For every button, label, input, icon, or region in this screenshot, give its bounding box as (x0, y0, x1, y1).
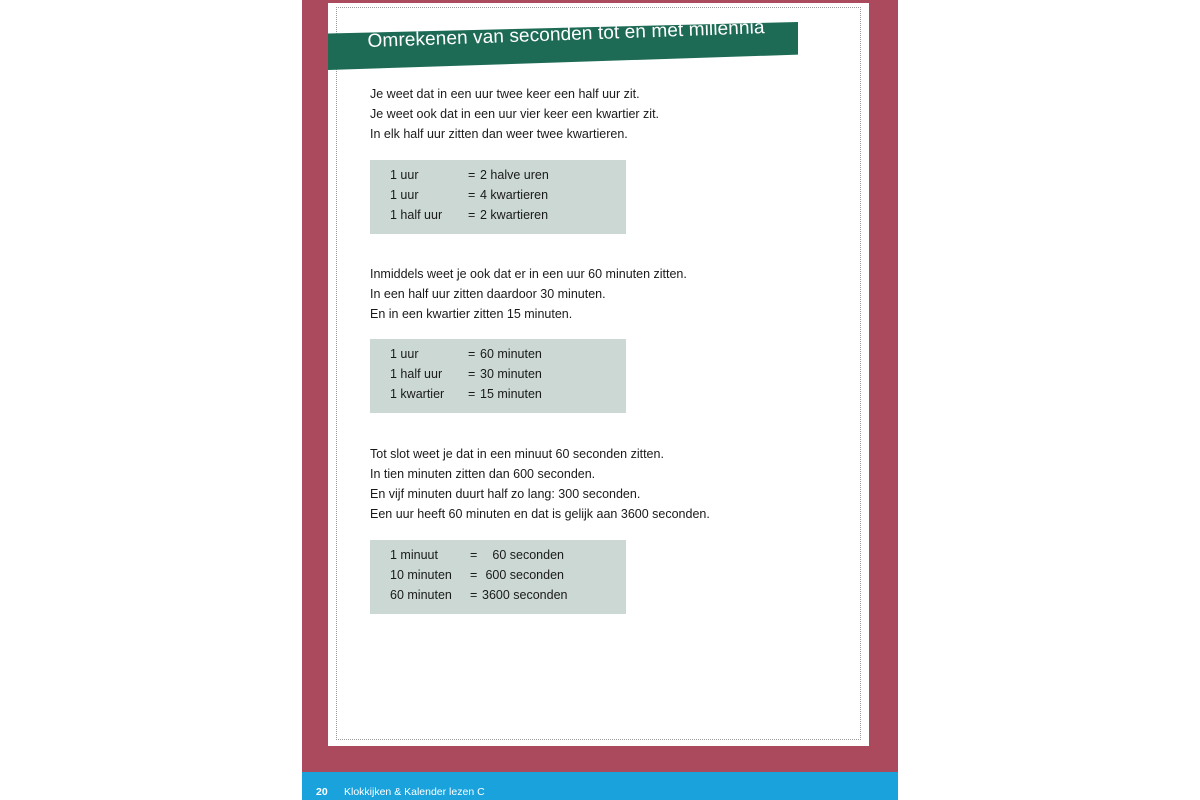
table-cell-left: 60 minuten (390, 588, 452, 602)
equals-sign: = (470, 548, 478, 562)
text-line: In tien minuten zitten dan 600 seconden. (370, 467, 596, 481)
table-cell-right: 15 minuten (480, 387, 542, 401)
text-line: In een half uur zitten daardoor 30 minuten. (370, 287, 606, 301)
conversion-table-minuten (370, 339, 626, 413)
text-line: Je weet ook dat in een uur vier keer een kwartier zit. (370, 107, 660, 121)
equals-sign: = (468, 168, 476, 182)
equals-sign: = (468, 347, 476, 361)
table-cell-left: 1 uur (390, 168, 419, 182)
text-line: Inmiddels weet je ook dat er in een uur 60 minuten zitten. (370, 267, 687, 281)
table-cell-right: 4 kwartieren (480, 188, 549, 202)
text-line: En in een kwartier zitten 15 minuten. (370, 307, 573, 321)
table-cell-left: 1 minuut (390, 548, 438, 562)
table-cell-left: 1 uur (390, 188, 419, 202)
table-cell-left: 1 half uur (390, 367, 443, 381)
table-cell-left: 10 minuten (390, 568, 452, 582)
table-cell-right: 60 seconden (492, 548, 564, 562)
paragraph-minuten (370, 264, 687, 324)
table-cell-left: 1 uur (390, 347, 419, 361)
conversion-table-seconden (370, 540, 626, 614)
table-cell-right: 3600 seconden (482, 588, 568, 602)
text-line: Je weet dat in een uur twee keer een half uur zit. (370, 87, 640, 101)
equals-sign: = (470, 568, 478, 582)
table-cell-right: 60 minuten (480, 347, 542, 361)
equals-sign: = (468, 367, 476, 381)
paragraph-seconden (370, 444, 710, 524)
equals-sign: = (468, 208, 476, 222)
equals-sign: = (468, 188, 476, 202)
conversion-table-uren (370, 160, 626, 234)
book-title: Klokkijken & Kalender lezen C (344, 786, 485, 798)
page-number: 20 (316, 786, 328, 798)
text-line: En vijf minuten duurt half zo lang: 300 seconden. (370, 487, 641, 501)
equals-sign: = (470, 588, 478, 602)
text-line: Een uur heeft 60 minuten en dat is gelijk aan 3600 seconden. (370, 507, 710, 521)
table-cell-right: 2 halve uren (480, 168, 549, 182)
text-line: Tot slot weet je dat in een minuut 60 seconden zitten. (370, 447, 664, 461)
page-title: Omrekenen van seconden tot en met millennia (367, 17, 765, 53)
table-cell-left: 1 kwartier (390, 387, 445, 401)
equals-sign: = (468, 387, 476, 401)
page-sheet (328, 3, 869, 746)
table-cell-right: 600 seconden (485, 568, 564, 582)
footer-bar (302, 772, 898, 800)
text-line: In elk half uur zitten dan weer twee kwartieren. (370, 127, 628, 141)
table-cell-left: 1 half uur (390, 208, 443, 222)
table-cell-right: 30 minuten (480, 367, 542, 381)
paragraph-halve-uren (370, 84, 659, 144)
book-page (302, 0, 898, 800)
table-cell-right: 2 kwartieren (480, 208, 549, 222)
